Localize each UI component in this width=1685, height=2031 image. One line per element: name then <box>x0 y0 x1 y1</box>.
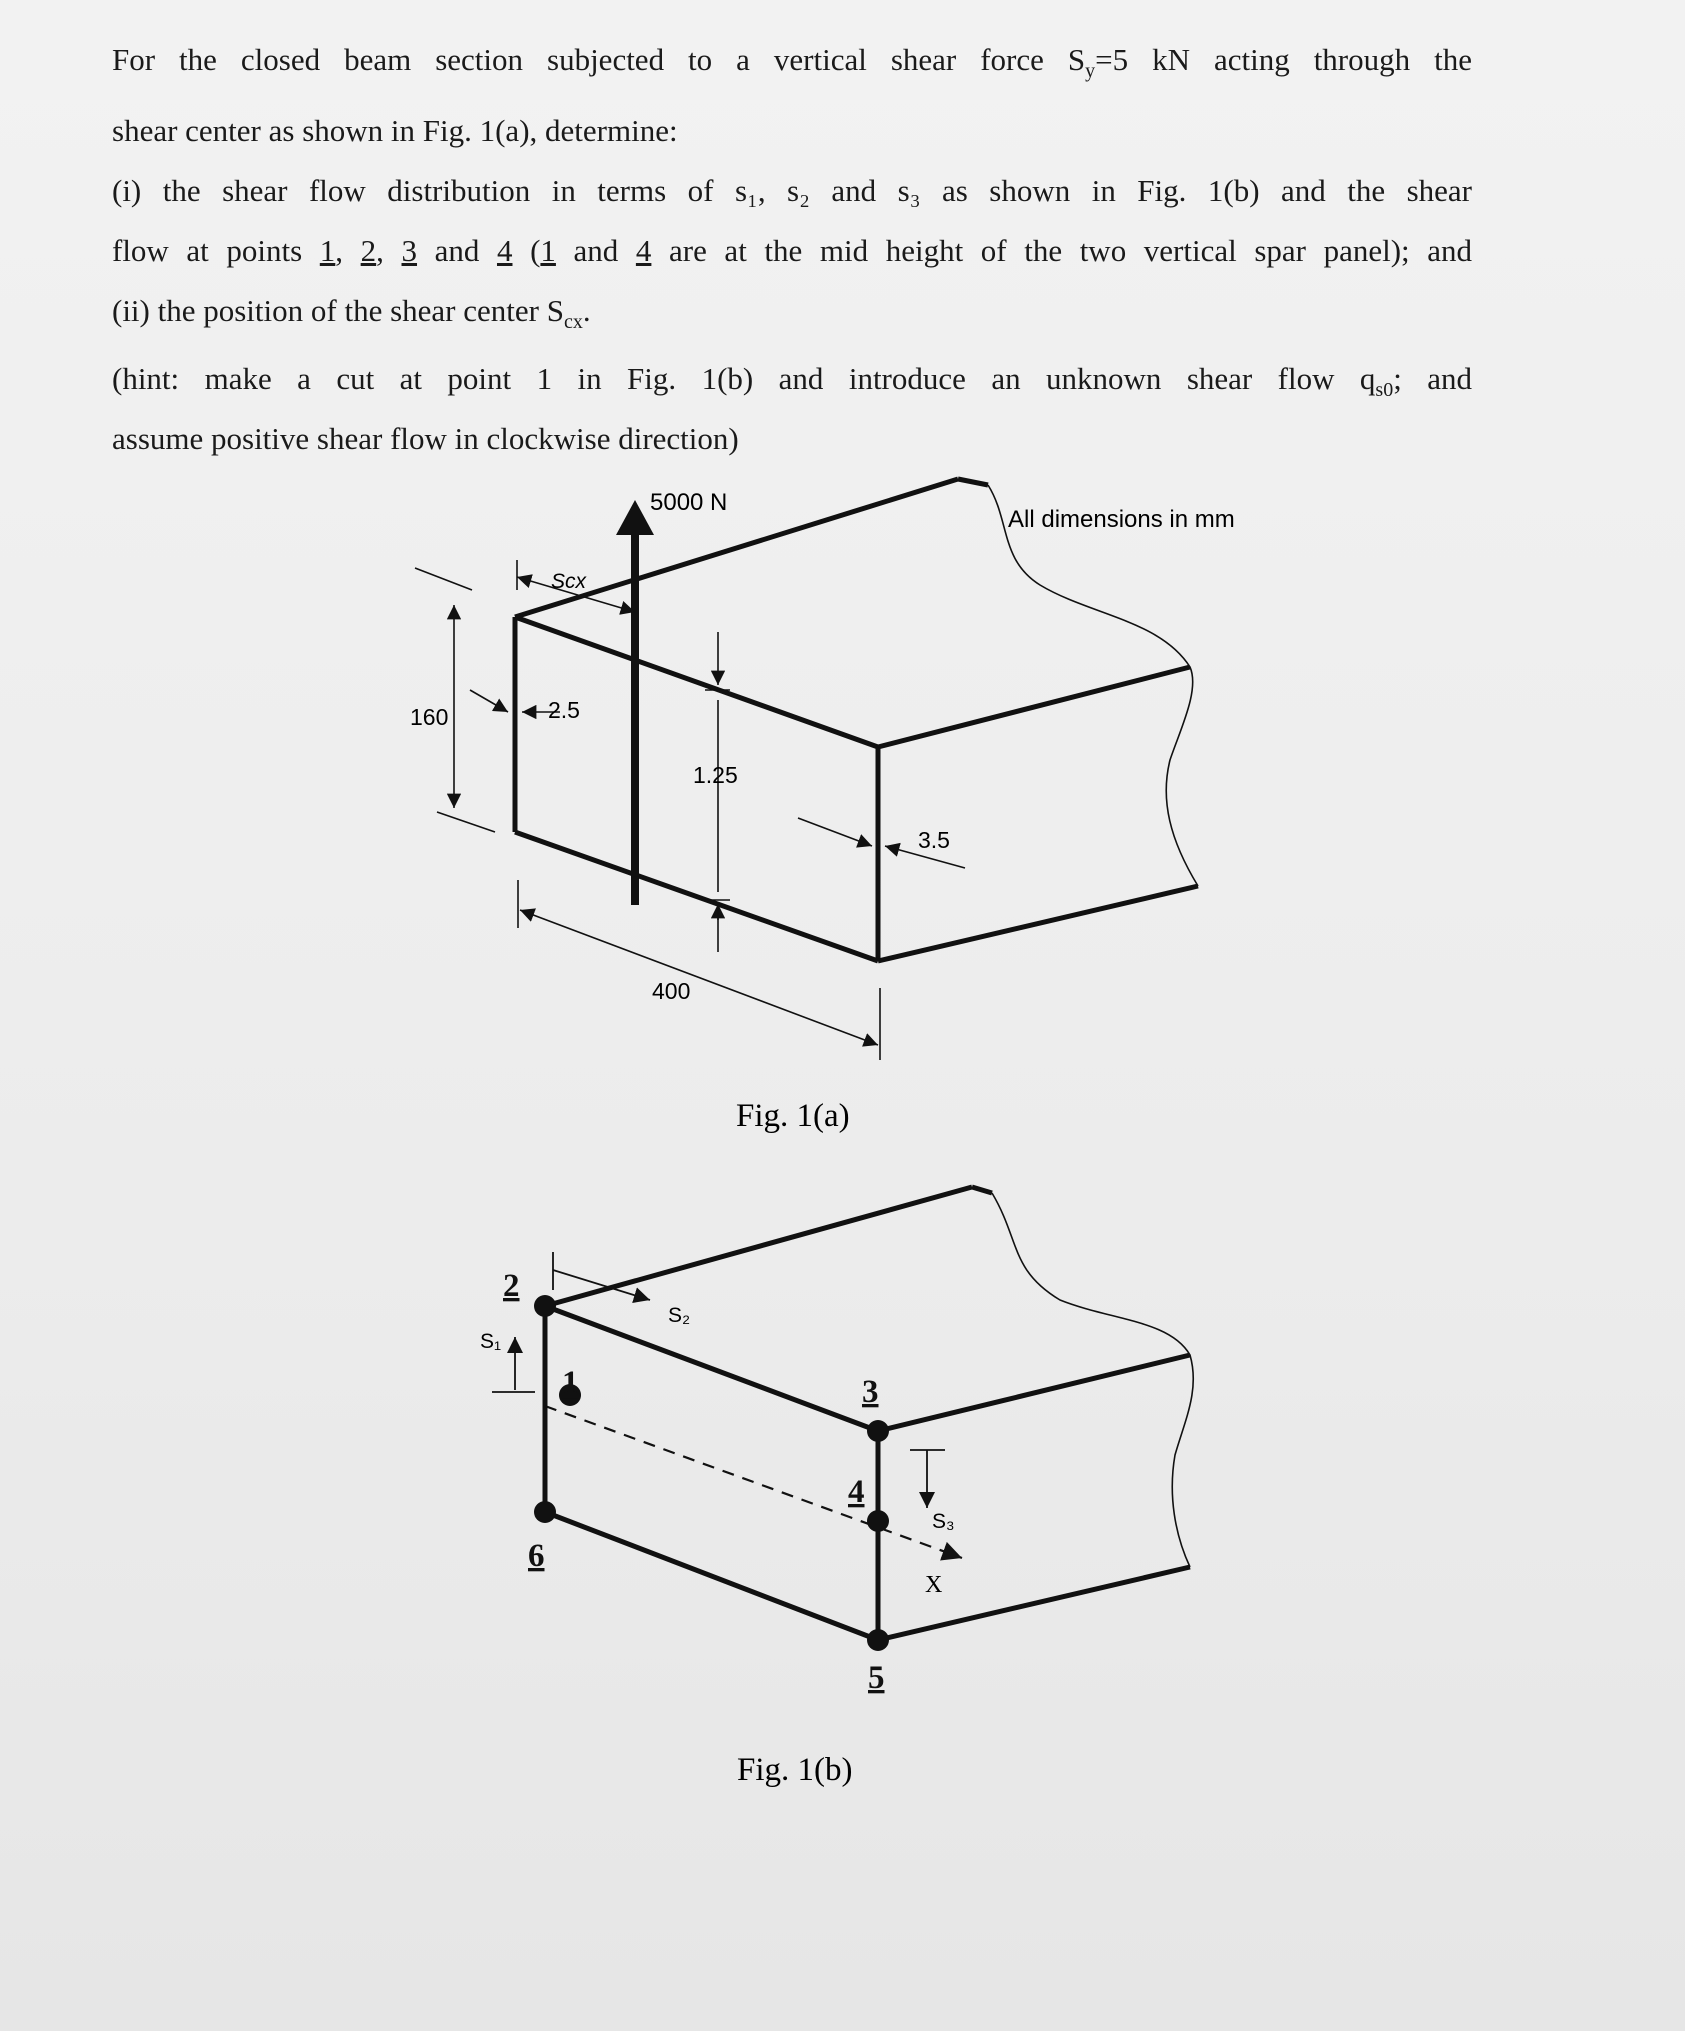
subscript: cx <box>563 311 583 334</box>
dimensions-note: All dimensions in mm <box>1008 506 1235 533</box>
width-label: 400 <box>652 978 691 1004</box>
text: (hint: make a cut at point 1 in Fig. 1(b) and introduce an unknown shear flow q <box>112 361 1376 397</box>
figure-1b <box>480 1187 1193 1788</box>
hint-line-2: assume positive shear flow in clockwise direction) <box>112 420 739 456</box>
point-ref: 4 <box>496 233 513 269</box>
s1-label: S₁ <box>480 1330 502 1353</box>
load-label: 5000 N <box>650 489 728 516</box>
node-4 <box>867 1510 889 1532</box>
node-labels <box>503 1268 885 1696</box>
label-6: 6 <box>528 1538 545 1574</box>
s2-label: S₂ <box>668 1304 691 1327</box>
label-2: 2 <box>503 1268 520 1304</box>
load-arrow <box>616 500 654 905</box>
problem-line-2: shear center as shown in Fig. 1(a), determine: <box>112 113 678 149</box>
node-6 <box>534 1501 556 1523</box>
problem-line-3: (i) the shear flow distribution in terms of s₁, s₂ and s₃ as shown in Fig. 1(b) and the shear <box>112 173 1472 209</box>
point-ref: 1 <box>540 233 556 269</box>
problem-line-4: flow at points 1, 2, 3 and 4 (1 and 4 are at the mid height of the two vertical spar panel); and <box>112 233 1473 269</box>
text: . <box>582 293 591 329</box>
text: are at the mid height of the two vertical spar panel); and <box>651 233 1473 269</box>
beam-outline <box>515 479 1198 961</box>
node-3 <box>867 1420 889 1442</box>
text: ; and <box>1393 361 1473 397</box>
fig-1a-caption: Fig. 1(a) <box>736 1098 850 1134</box>
beam-outline-b <box>545 1187 1190 1640</box>
left-spar-t-label: 2.5 <box>548 697 580 723</box>
label-3: 3 <box>862 1374 879 1410</box>
point-ref: 4 <box>635 233 652 269</box>
node-points <box>534 1295 889 1651</box>
scx-label: Scx <box>551 570 587 593</box>
node-5 <box>867 1629 889 1651</box>
x-axis-label: X <box>925 1572 943 1598</box>
point-ref: 3 <box>401 233 418 269</box>
label-4: 4 <box>848 1474 865 1510</box>
subscript: s0 <box>1375 379 1394 402</box>
s3-arrow <box>910 1450 945 1508</box>
s3-label: S₃ <box>932 1510 955 1533</box>
figure-1a <box>410 479 1235 1134</box>
skin-thickness <box>705 632 730 952</box>
height-dim <box>415 568 495 832</box>
node-2 <box>534 1295 556 1317</box>
point-ref: 1 <box>319 233 336 269</box>
text: (ii) the position of the shear center S <box>112 293 564 329</box>
skin-t-label: 1.25 <box>693 762 738 788</box>
point-ref: 2 <box>360 233 377 269</box>
label-5: 5 <box>868 1660 885 1696</box>
width-dim <box>518 880 880 1060</box>
label-1: 1 <box>562 1365 579 1401</box>
right-spar-t-label: 3.5 <box>918 827 950 853</box>
fig-1b-caption: Fig. 1(b) <box>737 1752 853 1788</box>
height-label: 160 <box>410 704 449 730</box>
text: flow at points <box>112 233 320 269</box>
break-line <box>988 485 1198 886</box>
text: =5 kN acting through the <box>1095 42 1472 77</box>
subscript: y <box>1085 60 1096 83</box>
text: For the closed beam section subjected to a vertical shear force S <box>112 42 1086 77</box>
